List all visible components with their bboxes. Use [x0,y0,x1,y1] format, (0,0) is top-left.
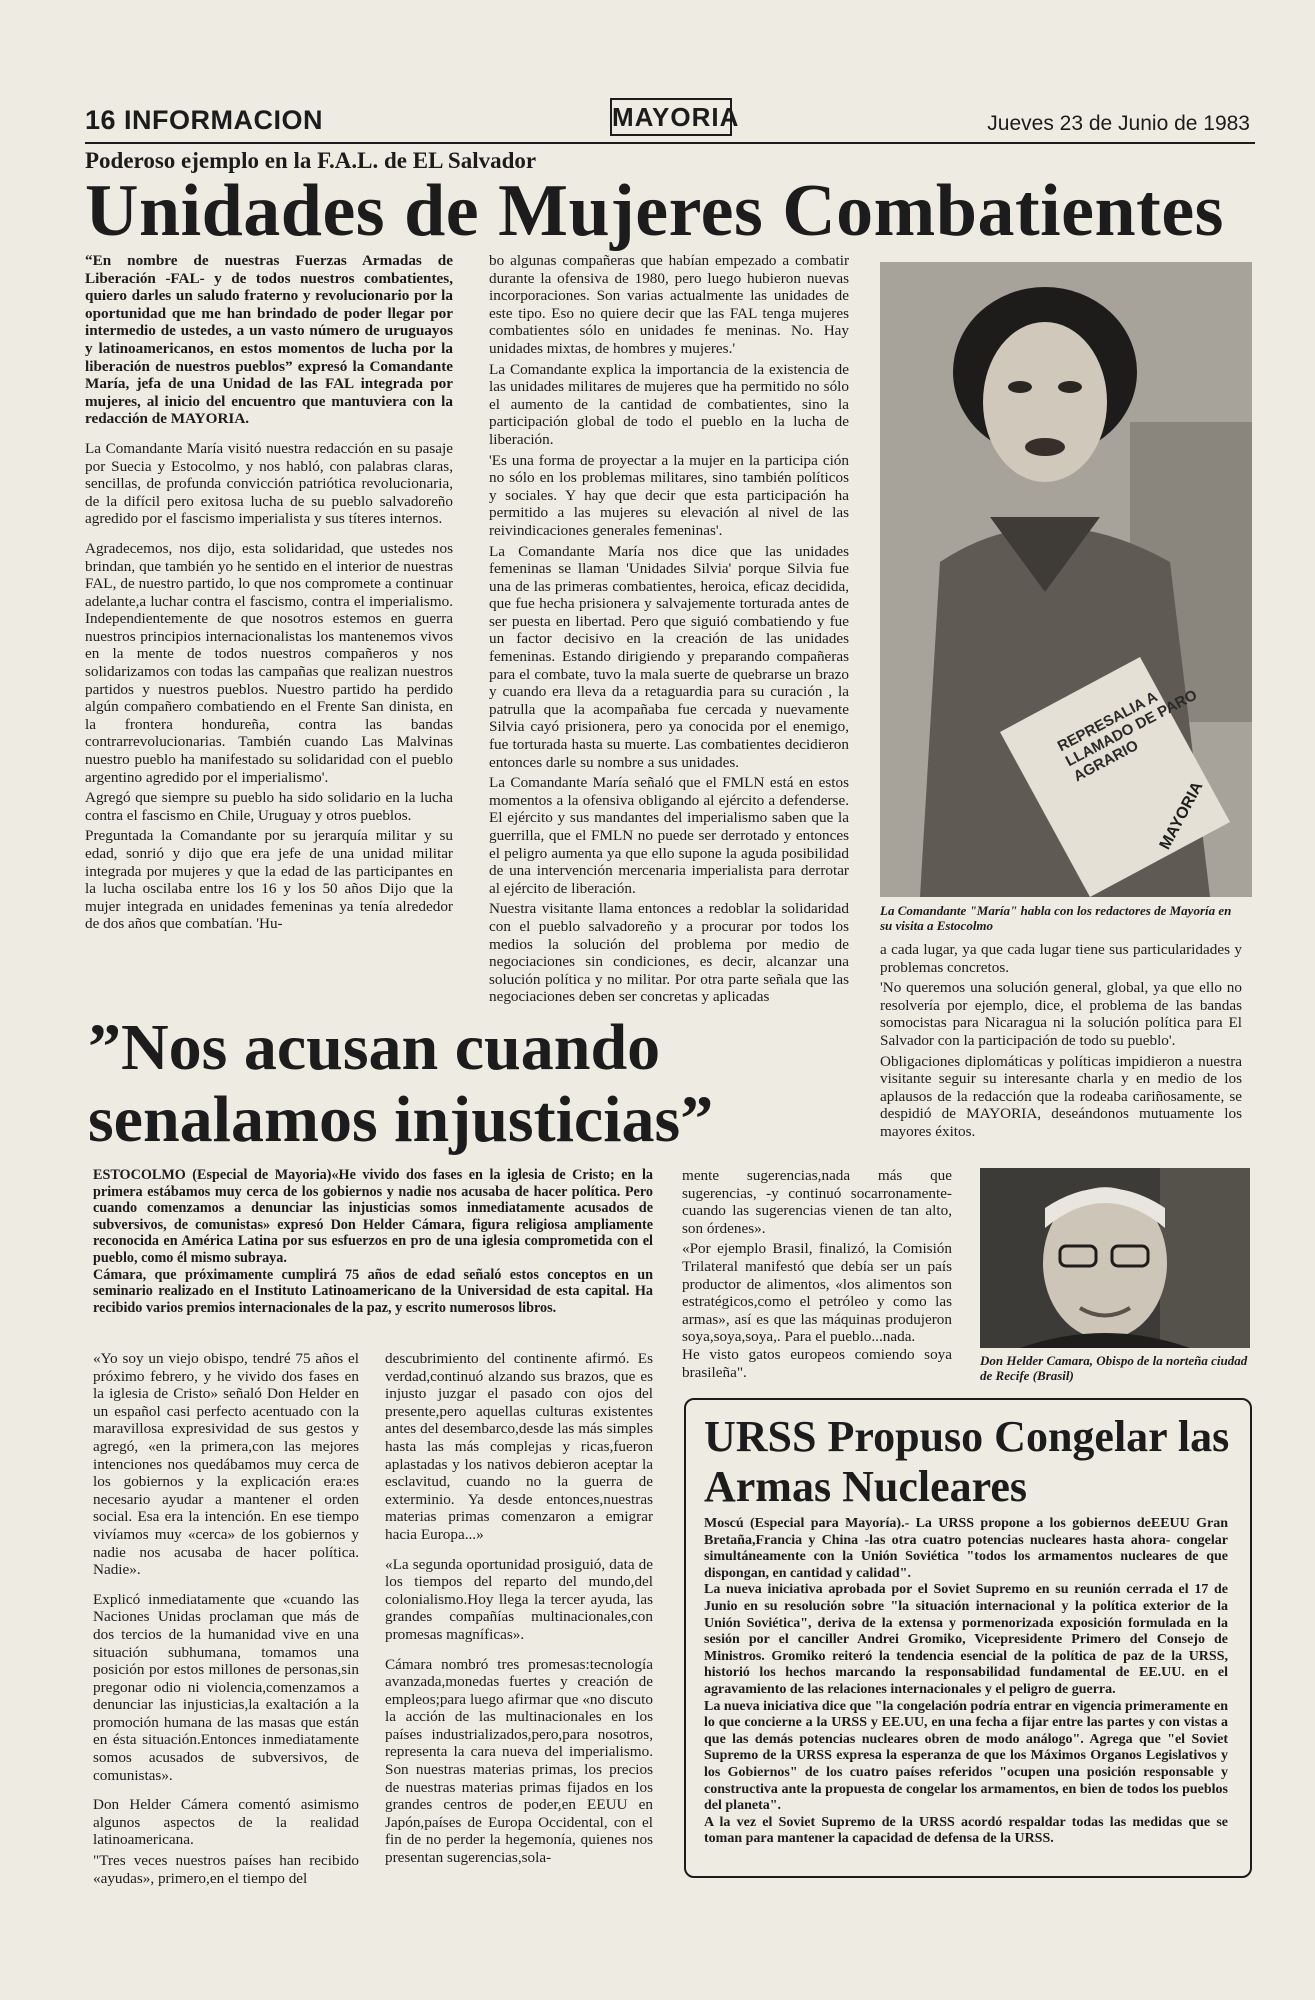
comandante-maria-photo [880,262,1252,897]
article1-paragraph: Obligaciones diplomáticas y políticas impidieron a nuestra visitante seguir su interesante charla y en medio de los aplausos de la redacción que la rodeaba cariñosamente, se despidió de MAYORIA, deseándonos mutuamente los mayores éxitos. [880,1052,1242,1140]
article1-paragraph: La Comandante explica la importancia de la existencia de las unidades militares de mujeres que ha permitido no sólo el aumento de la cantidad de combatientes, sino la participación global de todo el pueblo en la lucha de liberación. [489,360,849,448]
article2-paragraph: Cámara nombró tres promesas:tecnología avanzada,monedas fuertes y creación de empleos;para luego afirmar que «no discuto la acción de las multinacionales en los países industrializados,pero,para nosotros, representa la cara nueva del imperialismo. Son nuestras materias primas, los precios de nuestras materias primas fijados en los grandes centros de poder,en EEUU en Japón,países de Europa Occidental, con el fin de no perder la hegemonía, quienes nos presentan sugerencias,sola- [385,1655,653,1867]
article1-paragraph: Agradecemos, nos dijo, esta solidaridad, que ustedes nos brindan, que también yo he sentido en el interior de nuestras FAL, de nuestro partido, lo que nos compromete a continuar adelante,a luchar contra el fascismo, contra el imperialismo. Independientemente de que nosotros estemos en guerra nuestros principios internacionalistas los mantenemos vivos en la mente de todos nuestros compañeros y nos solidarizamos con todas las campañas que realizan nuestros partidos y nuestros pueblos. Nuestro partido ha perdido algún compañero combatiendo en el Frente San dinista, en la frontera hondureña, contra las bandas contrarrevolucionarias. También cuando Las Malvinas nuestro pueblo ha manifestado su solidaridad con el pueblo argentino agredido por el imperialismo'. [85,539,453,786]
article1-lead: “En nombre de nuestras Fuerzas Armadas de Liberación -FAL- y de todos nuestros combatientes, quiero darles un saludo fraterno y revolucionario por la oportunidad que me han brindado de poder llegar por intermedio de ustedes, a un vasto número de uruguayos y latinoamericanos, en estos momentos de lucha por la liberación de nuestros pueblos” expresó la Comandante María, jefa de una Unidad de las FAL integrada por mujeres, al inicio del encuentro que mantuviera con la redacción de MAYORIA. [85,252,453,428]
article1-paragraph: La Comandante María señaló que el FMLN está en estos momentos a la ofensiva obligando al ejército a defenderse. El ejército y sus mandantes del imperialismo saben que la guerrilla, que el FMLN no puede ser derrotado y entonces el peligro aumenta ya que ello supone la aguda posibilidad de una intervención mercenaria imperialista para derrotar al ejército de liberación. [489,774,849,897]
article3-body [704,1516,1228,1848]
article2-lead [93,1167,653,1319]
article1-paragraph: Preguntada la Comandante por su jerarquía militar y su edad, sonrió y dijo que era jefe de una unidad militar integrada por mujeres y que la edad de las participantes en la lucha oscilaba entre los 16 y los 50 años Dijo que la mujer integrada en unidades femeninas ya tenía alrededor de dos años que combatían. 'Hu- [85,827,453,933]
article2-paragraph: descubrimiento del continente afirmó. Es verdad,continuó alzando sus brazos, que es injusto juzgar el pasado con ojos del presente,pero aquellas culturas existentes antes del desembarco,desde las más simples hasta las más complejas y ricas,fueron aplastadas y los nativos debieron aceptar la esclavitud, cuando no la guerra de exterminio. Ya desde entonces,nuestras materias primas comenzaron a emigrar hacia Europa...» [385,1350,653,1543]
helder-camara-photo [980,1168,1250,1348]
article2-paragraph: mente sugerencias,nada más que sugerencias, -y continuó socarronamente- cuando las sugerencias vienen de tan alto, son órdenes». [682,1167,952,1237]
article1-paragraph: bo algunas compañeras que habían empezado a combatir durante la ofensiva de 1980, pero luego hubieron nuevas incorporaciones. Son varias actualmente las unidades de este tipo. Eso no quiere decir que las FAL tenga mujeres combatientes sólo en unidades fe meninas. No. Hay unidades mixtas, de hombres y mujeres.' [489,252,849,357]
article3-paragraph: A la vez el Soviet Supremo de la URSS acordó respaldar todas las medidas que se toman para mantener la capacidad de defensa de la URSS. [704,1814,1228,1847]
article2-column-2 [385,1350,653,1870]
issue-date: Jueves 23 de Junio de 1983 [987,112,1250,135]
article2-paragraph: Don Helder Cámera comentó asimismo algunos aspectos de la realidad latinoamericana. [93,1796,359,1849]
article2-paragraph: "Tres veces nuestros países han recibido «ayudas», primero,en el tiempo del [93,1852,359,1887]
article2-paragraph: «Yo soy un viejo obispo, tendré 75 años el próximo febrero, y he vivido dos fases en la iglesia de Cristo» señaló Don Helder en un español casi perfecto acentuado con la maravillosa expresividad de sus gestos y agregó, «en la primera,con las mejores intenciones nos quedábamos muy cerca de los gobiernos y la explicación era:es necesario ayudar a mantener el orden social. Esa era la intención. En ese tiempo vivíamos muy «cerca» de los gobiernos y nadie nos acusaba de hacer política. Nadie». [93,1350,359,1579]
photo-newspaper-logo: MAYORIA [1156,779,1207,853]
article2-column-3 [682,1167,952,1384]
article1-kicker: Poderoso ejemplo en la F.A.L. de EL Salvador [85,148,537,173]
article3-paragraph: Moscú (Especial para Mayoría).- La URSS propone a los gobiernos deEEUU Gran Bretaña,Francia y China -las otra cuatro potencias nucleares hasta ahora- congelar simultáneamente con la Unión Soviética "todos los armamentos nucleares de que dispongan, en cantidad y calidad". [704,1516,1228,1581]
helder-camara-photo-caption: Don Helder Camara, Obispo de la norteña ciudad de Recife (Brasil) [980,1353,1248,1383]
newspaper-logo: MAYORIA [610,98,732,136]
article1-paragraph: 'No queremos una solución general, global, ya que ello no resolvería por ejemplo, dice, el problema de las bandas somocistas para Nicaragua ni la solución política para El Salvador con la participación de todo su pueblo'. [880,979,1242,1049]
article2-column-1 [93,1350,359,1890]
article3-paragraph: La nueva iniciativa aprobada por el Soviet Supremo en su reunión cerrada el 17 de Junio en su resolución sobre "la situación internacional y la política exterior de la Unión Soviética", deriva de la extensa y pormenorizada exposición formulada en la sesión por el canciller Andrei Gromiko, Vicepresidente Primero del Consejo de Ministros. Gromiko reiteró la tendencia esencial de la política de paz de la URSS, historió los hechos marcando la responsabilidad fundamental de EE.UU. en el agravamiento de las relaciones internacionales y el peligro de guerra. [704,1582,1228,1697]
article3-headline: URSS Propuso Congelar las Armas Nucleares [704,1412,1230,1511]
photo-newspaper-headline: REPRESALIA A LLAMADO DE PARO AGRARIO [1054,686,1201,786]
article1-column-2 [489,252,849,1009]
article1-paragraph: La Comandante María visitó nuestra redacción en su pasaje por Suecia y Estocolmo, y nos habló, con palabras claras, sencillas, de profunda convicción patriótica revolucionaria, de la difícil pero exitosa lucha de su pueblo salvadoreño agredido por el fascismo imperialista y sus títeres internos. [85,439,453,528]
article2-headline: ”Nos acusan cuando senalamos injusticias” [88,1011,714,1156]
article2-paragraph: «La segunda oportunidad prosiguió, data de los tiempos del reparto del mundo,del colonialismo.Hoy llega la tercer ayuda, las grandes compañías multinacionales,con promesas magníficas». [385,1555,653,1643]
section-label: 16 INFORMACION [85,105,324,135]
article1-paragraph: Agregó que siempre su pueblo ha sido solidario en la lucha contra el fascismo en Chile, Uruguay y otros pueblos. [85,789,453,824]
article1-paragraph: La Comandante María nos dice que las unidades femeninas se llaman 'Unidades Silvia' porque Silvia fue una de las primeras combatientes, heroica, eficaz decidida, que fue hecha prisionera y salvajemente torturada antes de ser puesta en libertad. Pero que siguió combatiendo y fue un factor decisivo en la creación de las unidades femeninas. Estando dirigiendo y preparando compañeras para el combate, tuvo la mala suerte de quebrarse un brazo y cuando era lleva da a retaguardia para su curación , la patrulla que la acompañaba fue cercada y nuevamente Silvia cayó prisionera, pero ya conocida por el enemigo, fue torturada hasta su muerte. Las combatientes decidieron entonces darle su nombre a sus unidades. [489,542,849,771]
article1-paragraph: Nuestra visitante llama entonces a redoblar la solidaridad con el pueblo salvadoreño y a procurar por todos los medios la solución del problema por medio de negociaciones sin condiciones, es decir, alcanzar una solución política y no militar. Por otra parte señala que las negociaciones deben ser concretas y aplicadas [489,900,849,1006]
article1-headline: Unidades de Mujeres Combatientes [85,170,1224,252]
article1-column-1 [85,252,453,936]
article2-paragraph: Explicó inmediatamente que «cuando las Naciones Unidas proclaman que más de dos tercios de la humanidad vive en una situación subhumana, tomamos una posición por estos millones de personas,sin pregonar odio ni violencia,comenzamos a denunciar las injusticias,la exaltación a la promoción humana de las masas que están en ésta situación.Entonces inmediatamente somos acusados de subversivos, de comunistas». [93,1590,359,1784]
article2-lead-text: ESTOCOLMO (Especial de Mayoria)«He vivido dos fases en la iglesia de Cristo; en la primera estábamos muy cerca de los gobiernos y nadie nos acusaba de hacer política. Pero cuando comenzamos a denunciar las injusticias somos inmediatamente acusados de subversivos, de comunistas» expresó Don Helder Cámara, figura religiosa ampliamente reconocida en América Latina por sus esfuerzos en pro de una iglesia comprometida con el pueblo, como él mismo subraya. Cámara, que próximamente cumplirá 75 años de edad señaló estos conceptos en un seminario realizado en el Instituto Latinoamericano de la Universidad de esta capital. Ha recibido varios premios internacionales de la paz, y escrito numerosos libros. [93,1167,653,1316]
article1-paragraph: a cada lugar, ya que cada lugar tiene sus particularidades y problemas concretos. [880,941,1242,976]
article3-paragraph: La nueva iniciativa dice que "la congelación podría entrar en vigencia primeramente en lo que concierne a la URSS y EE.UU, en una fecha a fijar entre las partes y con vistas a que las demás potencias nucleares obren de modo análogo". Agrega que "el Soviet Supremo de la URSS expresa la esperanza de que los Máximos Organos Legislativos y los Gobiernos" de los cuatro países referidos "ocupen una posición responsable y constructiva ante la propuesta de congelar los armamentos, en bien de todos los pueblos del planeta". [704,1698,1228,1814]
article2-paragraph: «Por ejemplo Brasil, finalizó, la Comisión Trilateral manifestó que debía ser un país productor de alimentos, «los alimentos son estratégicos,como el petróleo y como las armas», así es que las máquinas produjeron soya,soya,soya,. Para el pueblo...nada. He visto gatos europeos comiendo soya brasileña". [682,1240,952,1381]
article1-paragraph: 'Es una forma de proyectar a la mujer en la participa ción no sólo en los problemas militares, sino también políticos y sociales. Y hay que decir que esta participación ha permitido a las mujeres su elevación al nivel de las reivindicaciones generales femeninas'. [489,451,849,539]
helder-camara-photo-art [980,1168,1250,1348]
article1-column-3 [880,941,1242,1144]
header-rule [85,142,1255,144]
comandante-maria-photo-caption: La Comandante "María" habla con los redactores de Mayoría en su visita a Estocolmo [880,903,1232,933]
